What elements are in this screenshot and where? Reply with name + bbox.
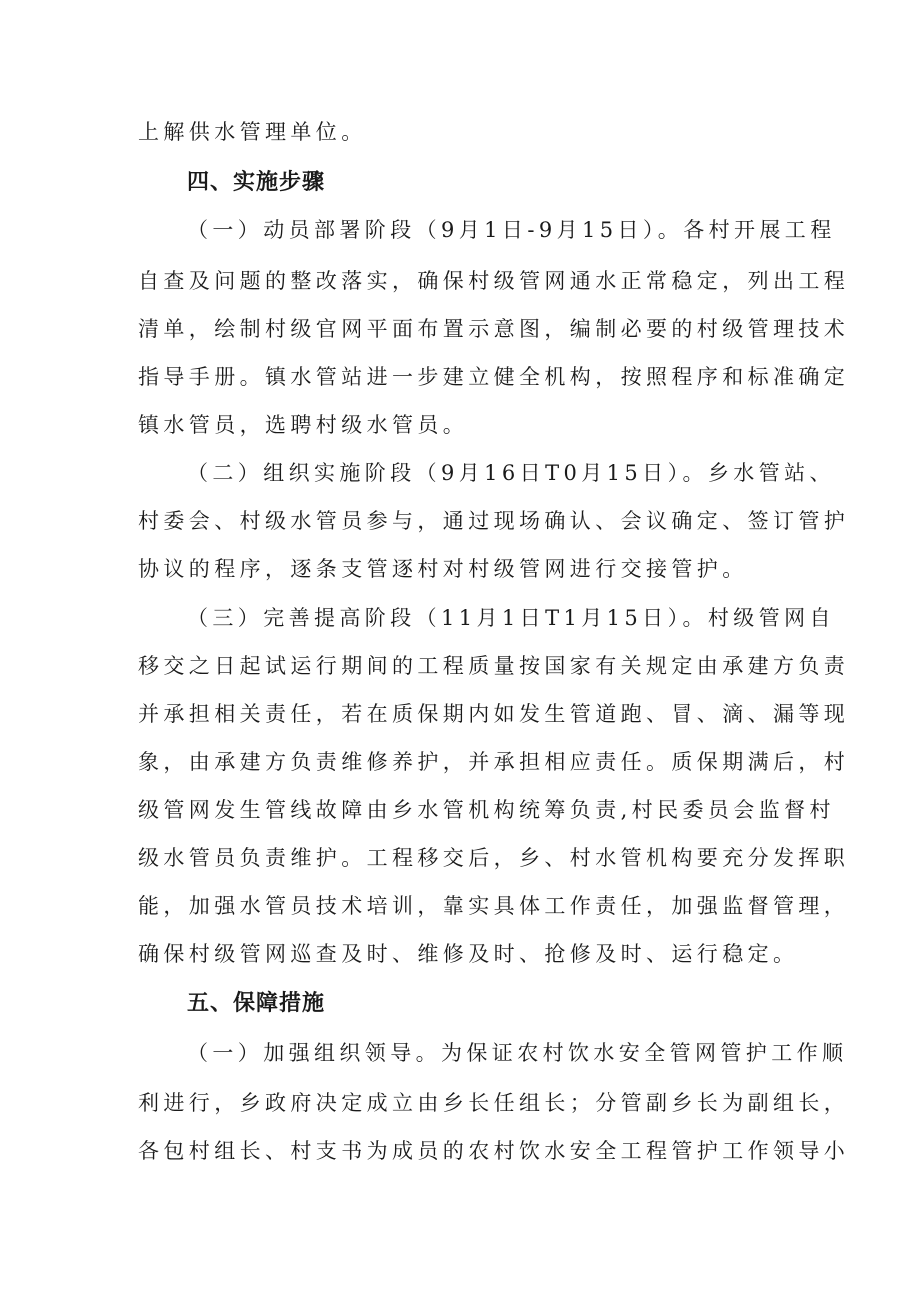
paragraph-line: 协议的程序，逐条支管逐村对村级管网进行交接管护。: [138, 557, 748, 581]
paragraph-line: （一）加强组织领导。为保证农村饮水安全管网管护工作顺: [187, 1041, 848, 1065]
paragraph-line: 确保村级管网巡查及时、维修及时、抢修及时、运行稳定。: [138, 942, 799, 966]
paragraph-line: 级水管员负责维护。工程移交后，乡、村水管机构要充分发挥职: [138, 846, 850, 870]
paragraph-line: 象，由承建方负责维修养护，并承担相应责任。质保期满后，村: [138, 750, 850, 774]
paragraph-line: 指导手册。镇水管站进一步建立健全机构，按照程序和标准确定: [138, 365, 850, 389]
paragraph-line: （三）完善提高阶段（11月1日T1月15日）。村级管网自: [187, 606, 835, 630]
paragraph-line: 级管网发生管线故障由乡水管机构统筹负责,村民委员会监督村: [138, 798, 835, 822]
paragraph-line: 利进行，乡政府决定成立由乡长任组长；分管副乡长为副组长，: [138, 1091, 850, 1115]
paragraph-line: 移交之日起试运行期间的工程质量按国家有关规定由承建方负责: [138, 654, 850, 678]
paragraph-line: 清单，绘制村级官网平面布置示意图，编制必要的村级管理技术: [138, 317, 850, 341]
paragraph-line: （二）组织实施阶段（9月16日T0月15日）。乡水管站、: [187, 461, 835, 485]
paragraph-line: 自查及问题的整改落实，确保村级管网通水正常稳定，列出工程: [138, 269, 850, 293]
section-heading-implementation-steps: 四、实施步骤: [187, 170, 326, 195]
paragraph-line: （一）动员部署阶段（9月1日-9月15日）。各村开展工程: [187, 218, 836, 242]
paragraph-line: 村委会、村级水管员参与，通过现场确认、会议确定、签订管护: [138, 509, 850, 533]
paragraph-line: 镇水管员，选聘村级水管员。: [138, 413, 469, 437]
paragraph-line: 能，加强水管员技术培训，靠实具体工作责任，加强监督管理，: [138, 894, 850, 918]
paragraph-line: 并承担相关责任，若在质保期内如发生管道跑、冒、滴、漏等现: [138, 702, 850, 726]
section-heading-safeguard-measures: 五、保障措施: [187, 991, 326, 1016]
paragraph-line: 各包村组长、村支书为成员的农村饮水安全工程管护工作领导小: [138, 1139, 850, 1163]
paragraph-line: 上解供水管理单位。: [138, 120, 367, 144]
